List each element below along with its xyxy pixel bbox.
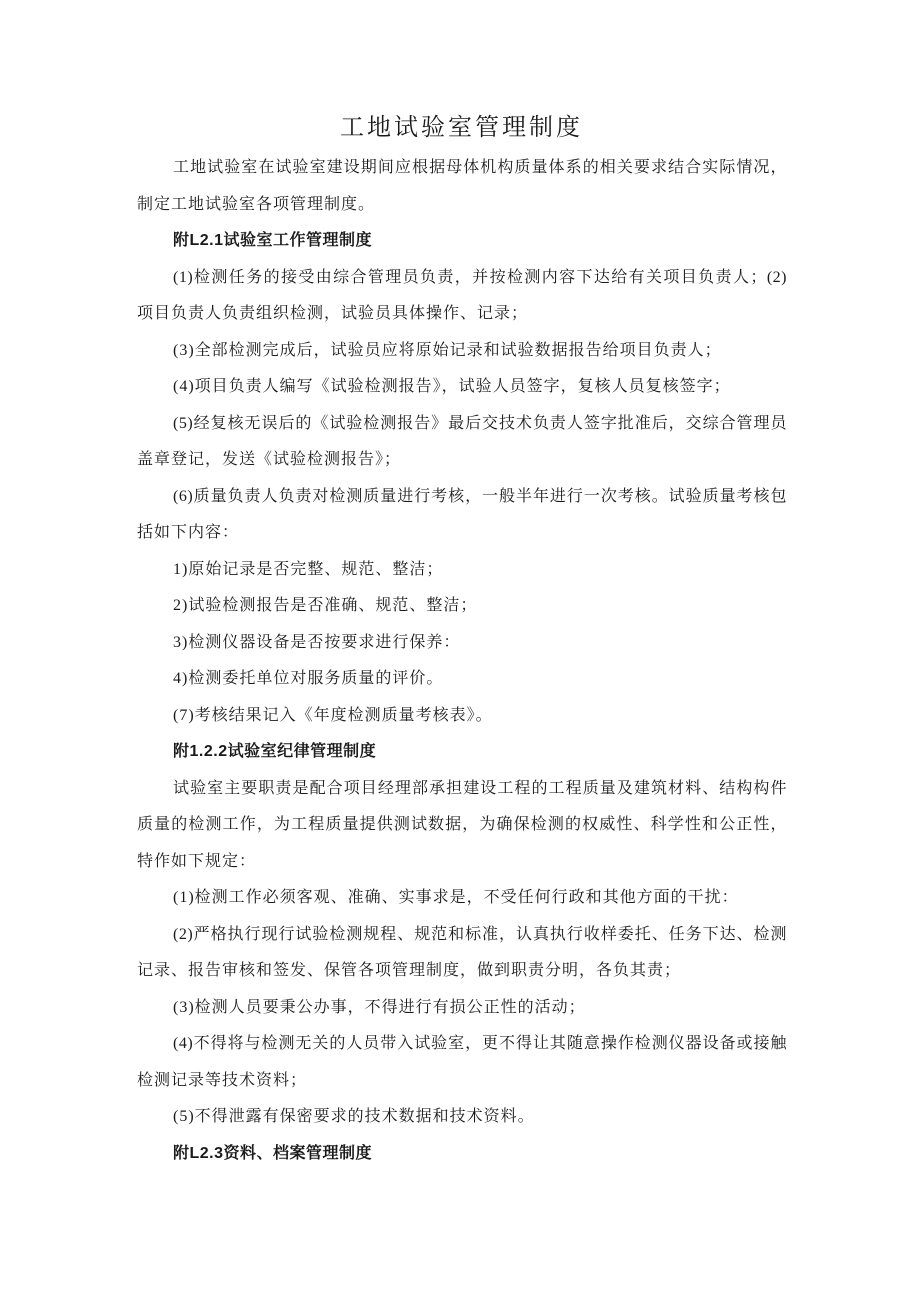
document-body (137, 150, 787, 1172)
paragraph-line: 试验室主要职责是配合项目经理部承担建设工程的工程质量及建筑材料、结构构件 (173, 779, 787, 797)
sub-item-line: 2)试验检测报告是否准确、规范、整洁； (173, 597, 478, 614)
section-archive-management (137, 1136, 787, 1173)
clause-line: 检测记录等技术资料； (137, 1071, 308, 1089)
sub-item-line: 1)原始记录是否完整、规范、整洁； (173, 560, 444, 578)
clause-line: 括如下内容： (137, 524, 240, 541)
paragraph-line: 质量的检测工作，为工程质量提供测试数据，为确保检测的权威性、科学性和公正性， (137, 816, 787, 833)
intro-paragraph (137, 150, 787, 223)
intro-line: 制定工地试验室各项管理制度。 (137, 195, 376, 213)
intro-line: 工地试验室在试验室建设期间应根据母体机构质量体系的相关要求结合实际情况， (173, 159, 787, 176)
clause-line: (5)不得泄露有保密要求的技术数据和技术资料。 (173, 1108, 535, 1125)
clause-line: 项目负责人负责组织检测，试验员具体操作、记录； (137, 305, 529, 322)
clause-line: (3)检测人员要秉公办事，不得进行有损公正性的活动； (173, 998, 586, 1016)
section-heading: 附1.2.2试验室纪律管理制度 (173, 743, 377, 760)
clause-line: (5)经复核无误后的《试验检测报告》最后交技术负责人签字批准后，交综合管理员 (173, 414, 787, 432)
section-heading: 附L2.3资料、档案管理制度 (173, 1144, 373, 1162)
section-heading: 附L2.1试验室工作管理制度 (173, 232, 373, 249)
clause-line: (1)检测工作必须客观、准确、实事求是，不受任何行政和其他方面的干扰： (173, 889, 739, 906)
clause-line: (7)考核结果记入《年度检测质量考核表》。 (173, 706, 493, 724)
clause-line: (6)质量负责人负责对检测质量进行考核，一般半年进行一次考核。试验质量考核包 (173, 487, 787, 505)
clause-line: (1)检测任务的接受由综合管理员负责，并按检测内容下达给有关项目负责人；(2) (173, 268, 787, 286)
clause-line: 记录、报告审核和签发、保管各项管理制度，做到职责分明，各负其责； (137, 962, 682, 979)
paragraph-line: 特作如下规定： (137, 852, 257, 870)
clause-line: (4)项目负责人编写《试验检测报告》，试验人员签字，复核人员复核签字； (173, 378, 731, 395)
clause-line: 盖章登记，发送《试验检测报告》； (137, 451, 402, 468)
sub-item-line: 4)检测委托单位对服务质量的评价。 (173, 670, 444, 687)
clause-line: (4)不得将与检测无关的人员带入试验室，更不得让其随意操作检测仪器设备或接触 (173, 1035, 787, 1052)
section-discipline-management (137, 734, 787, 1136)
section-work-management (137, 223, 787, 734)
clause-line: (2)严格执行现行试验检测规程、规范和标准，认真执行收样委托、任务下达、检测 (173, 925, 787, 943)
document-title: 工地试验室管理制度 (340, 115, 583, 141)
clause-line: (3)全部检测完成后，试验员应将原始记录和试验数据报告给项目负责人； (173, 341, 722, 359)
sub-item-line: 3)检测仪器设备是否按要求进行保养： (173, 633, 461, 651)
